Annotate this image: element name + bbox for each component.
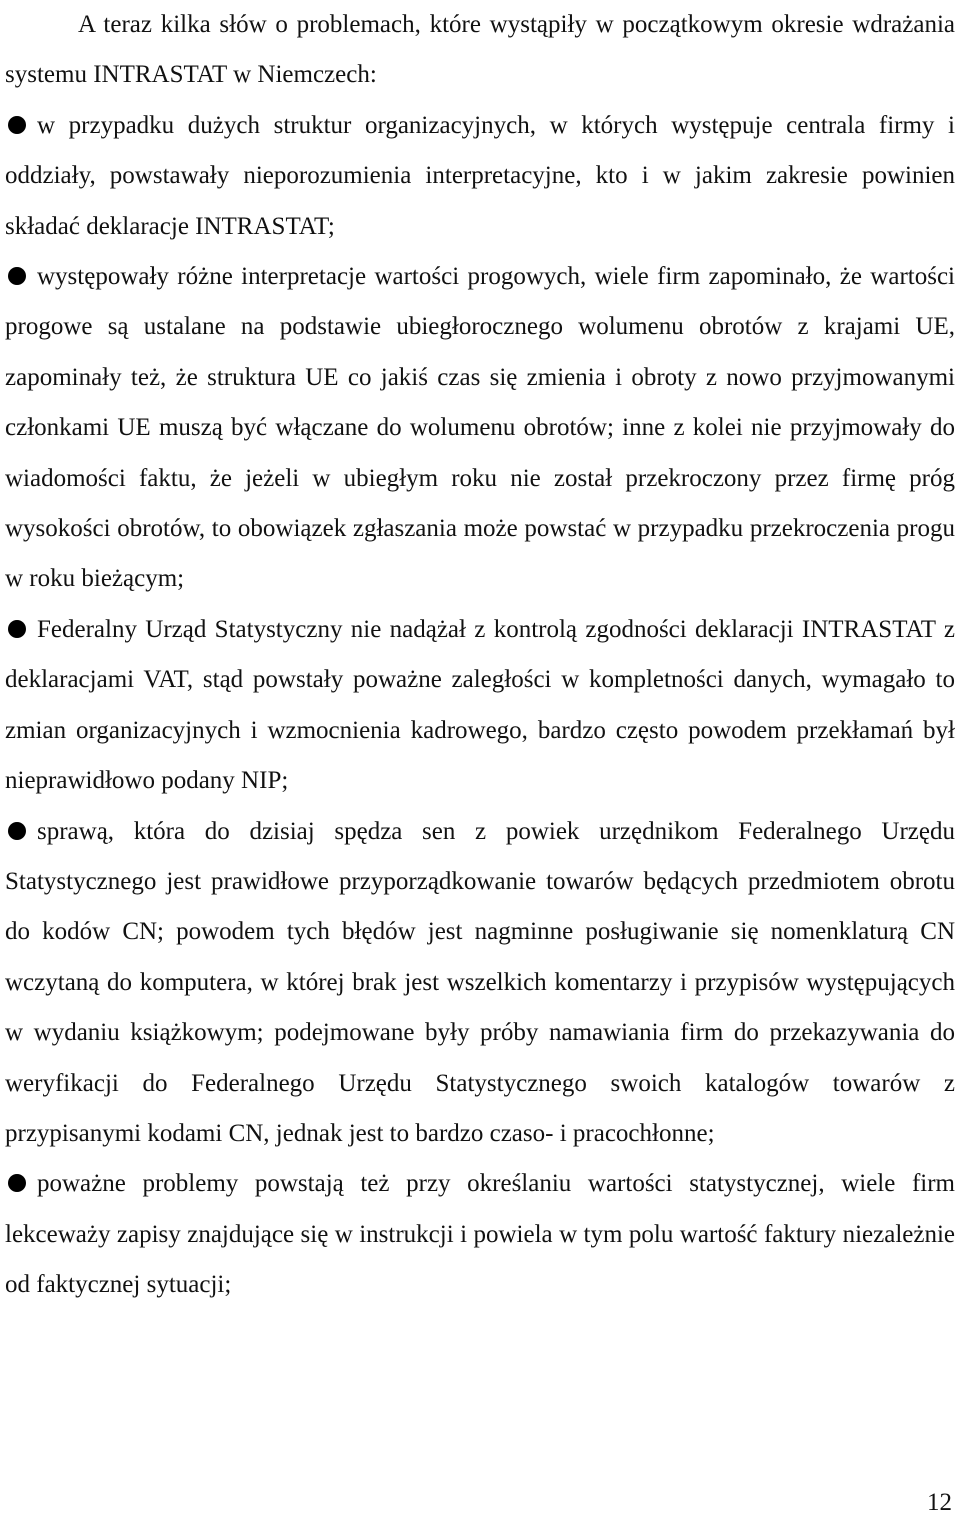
bullet-item [5,605,955,807]
bullet-icon [8,1174,26,1192]
bullet-icon [8,267,26,285]
bullet-text: w przypadku dużych struktur organizacyjnych, w których występuje centrala firmy i oddziały, powstawały nieporozumienia interpretacyjne, kto i w jakim zakresie powinien składać deklaracje INTRASTAT; [5,111,955,240]
bullet-icon [8,620,26,638]
bullet-icon [8,822,26,840]
page-number: 12 [927,1489,952,1516]
bullet-text: występowały różne interpretacje wartości progowych, wiele firm zapominało, że wartości progowe są ustalane na podstawie ubiegłorocznego wolumenu obrotów z krajami UE, zapominały też, że struktura UE co jakiś czas się zmienia i obroty z nowo przyjmowanymi członkami UE muszą być włączane do wolumenu obrotów; inne z kolei nie przyjmowały do wiadomości faktu, że jeżeli w ubiegłym roku nie został przekroczony przez firmę próg wysokości obrotów, to obowiązek zgłaszania może powstać w przypadku przekroczenia progu w roku bieżącym; [5,263,955,593]
intro-paragraph: A teraz kilka słów o problemach, które wystąpiły w początkowym okresie wdrażania systemu INTRASTAT w Niemczech: [5,11,955,89]
bullet-text: Federalny Urząd Statystyczny nie nadążał z kontrolą zgodności deklaracji INTRASTAT z deklaracjami VAT, stąd powstały poważne zaległości w kompletności danych, wymagało to zmian organizacyjnych i wzmocnienia kadrowego, bardzo często powodem przekłamań był nieprawidłowo podany NIP; [5,615,955,795]
bullet-item [5,101,955,252]
bullet-text: poważne problemy powstają też przy określaniu wartości statystycznej, wiele firm lekceważy zapisy znajdujące się w instrukcji i powiela w tym polu wartość faktury niezależnie od faktycznej sytuacji; [5,1170,955,1299]
bullet-icon [8,116,26,134]
bullet-item [5,252,955,605]
bullet-item [5,807,955,1160]
document-page [5,0,955,1311]
bullet-item [5,1159,955,1310]
bullet-text: sprawą, która do dzisiaj spędza sen z powiek urzędnikom Federalnego Urzędu Statystycznego jest prawidłowe przyporządkowanie towarów będących przedmiotem obrotu do kodów CN; powodem tych błędów jest nagminne posługiwanie się nomenklaturą CN wczytaną do komputera, w której brak jest wszelkich komentarzy i przypisów występujących w wydaniu książkowym; podejmowane były próby namawiania firm do przekazywania do weryfikacji do Federalnego Urzędu Statystycznego swoich katalogów towarów z przypisanymi kodami CN, jednak jest to bardzo czaso- i pracochłonne; [5,817,955,1147]
